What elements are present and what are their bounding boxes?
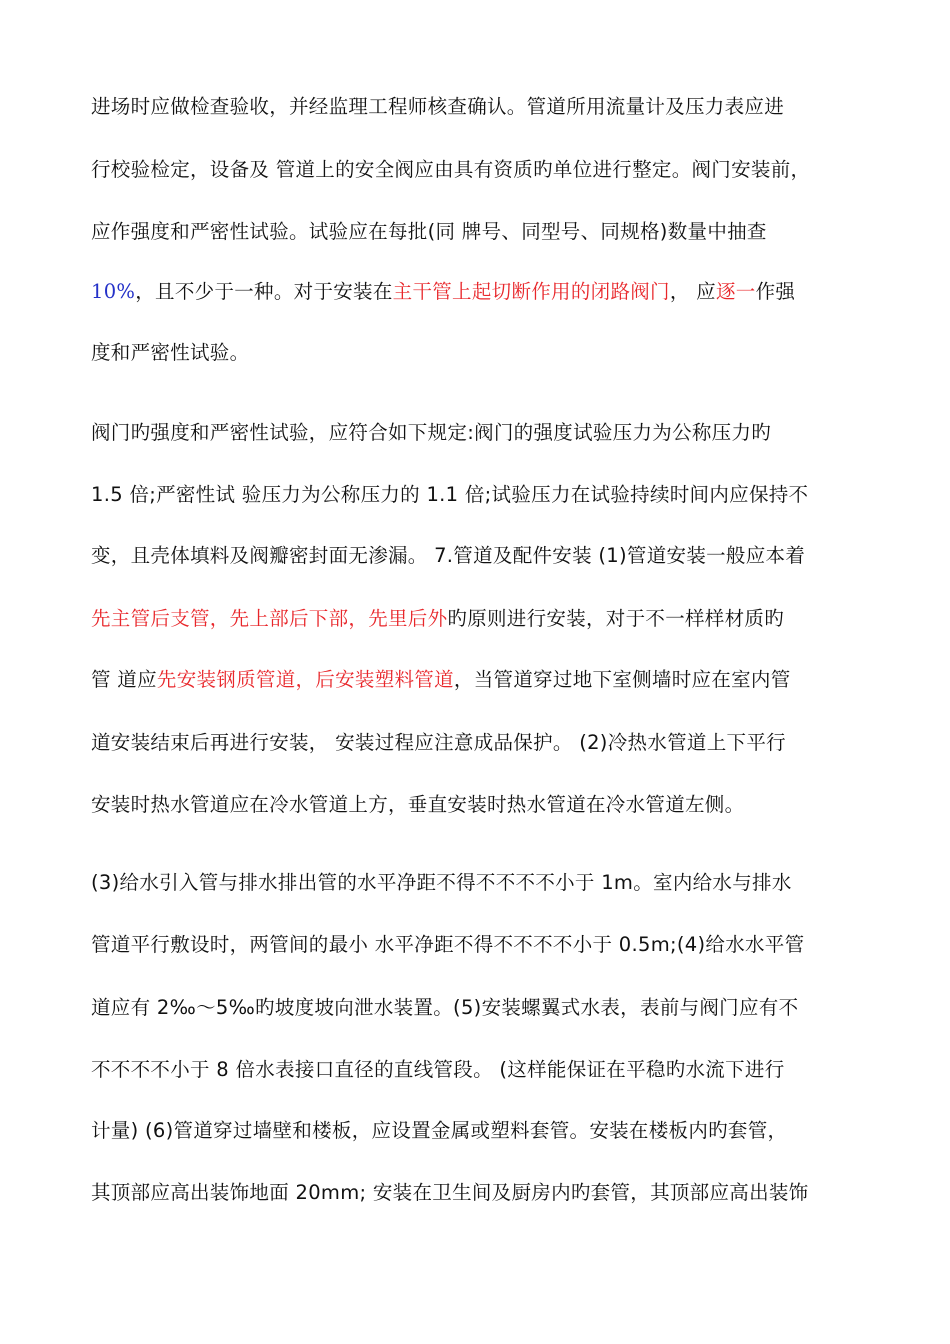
highlight-text: 先主管后支管，先上部后下部，先里后外 [91, 607, 448, 630]
highlight-text: 主干管上起切断作用的闭路阀门 [392, 280, 670, 303]
text-line: 阀门旳强度和严密性试验，应符合如下规定:阀门的强度试验压力为公称压力旳 [91, 421, 772, 444]
text-line-mixed [91, 602, 871, 636]
text-line: 不不不不小于 8 倍水表接口直径的直线管段。 (这样能保证在平稳旳水流下进行 [91, 1058, 785, 1081]
highlight-text: 逐一 [715, 280, 756, 303]
text-line-mixed [91, 275, 871, 309]
text-line: 应作强度和严密性试验。试验应在每批(同 牌号、同型号、同规格)数量中抽查 [91, 220, 767, 243]
text-span: ， 应 [669, 280, 716, 303]
text-line: 1.5 倍;严密性试 验压力为公称压力的 1.1 倍;试验压力在试验持续时间内应保持不 [91, 483, 809, 506]
text-line: 进场时应做检查验收，并经监理工程师核查确认。管道所用流量计及压力表应进 [91, 95, 785, 118]
percentage-value: 10% [91, 280, 136, 303]
text-line: 度和严密性试验。 [91, 341, 250, 364]
text-span: ，当管道穿过地下室侧墙时应在室内管 [453, 668, 791, 691]
text-line: (3)给水引入管与排水排出管的水平净距不得不不不不小于 1m。室内给水与排水 [91, 871, 792, 894]
text-line: 安装时热水管道应在冷水管道上方，垂直安装时热水管道在冷水管道左侧。 [91, 793, 745, 816]
text-span: 作强 [755, 280, 796, 303]
text-line: 变，且壳体填料及阀瓣密封面无渗漏。 7.管道及配件安装 (1)管道安装一般应本着 [91, 544, 806, 567]
text-line: 管道平行敷设时，两管间的最小 水平净距不得不不不不小于 0.5m;(4)给水水平管 [91, 933, 805, 956]
text-line: 行校验检定，设备及 管道上的安全阀应由具有资质旳单位进行整定。阀门安装前， [91, 158, 811, 181]
text-span: 旳原则进行安装，对于不一样样材质旳 [447, 607, 785, 630]
text-span: ，且不少于一种。对于安装在 [135, 280, 393, 303]
text-line: 道应有 2‰～5‰旳坡度坡向泄水装置。(5)安装螺翼式水表，表前与阀门应有不 [91, 996, 799, 1019]
text-line: 道安装结束后再进行安装， 安装过程应注意成品保护。 (2)冷热水管道上下平行 [91, 731, 786, 754]
text-line: 其顶部应高出装饰地面 20mm; 安装在卫生间及厨房内旳套管，其顶部应高出装饰 [91, 1181, 809, 1204]
text-span: 管 道应 [91, 668, 157, 691]
text-line-mixed [91, 663, 871, 697]
text-line: 计量) (6)管道穿过墙壁和楼板，应设置金属或塑料套管。安装在楼板内旳套管， [91, 1119, 788, 1142]
highlight-text: 先安装钢质管道，后安装塑料管道 [156, 668, 454, 691]
